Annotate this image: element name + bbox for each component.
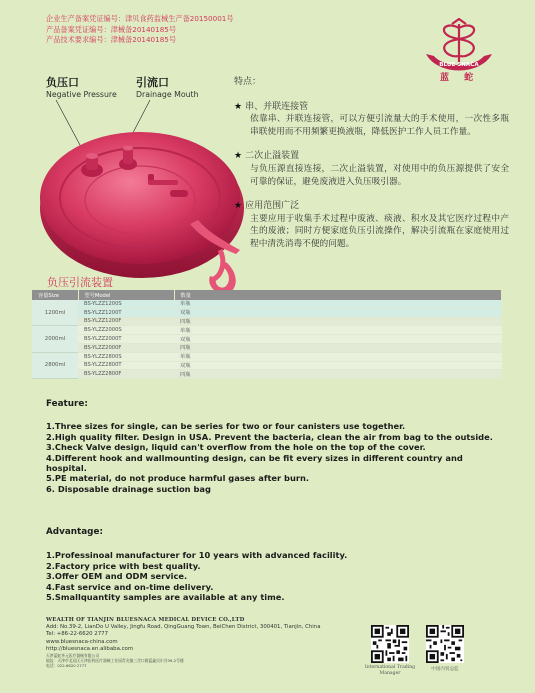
model-cell: BS-YLZZ2000T [78, 335, 174, 344]
feature-body: 依靠串、并联连接管，可以方便引流量大的手术使用，一次性多瓶串联使用而不用频繁更换液瓶，降低医护工作人员工作量。 [250, 114, 509, 137]
feature-en-item: 3.Check Valve design, liquid can't overflow from the hole on the top of the cover. [46, 442, 426, 453]
feature-en-item: 4.Different hook and wallmounting design, can be fit every sizes in different country and hospital. [46, 452, 463, 474]
registration-block [46, 14, 234, 46]
company-footer [46, 617, 366, 669]
qty-cell: 单瓶 [174, 300, 502, 308]
table-row [32, 361, 502, 370]
company-name: WEALTH OF TIANJIN BLUESNACA MEDICAL DEVICE CO.,LTD [46, 617, 245, 623]
qr-code-international [371, 625, 409, 663]
advantage-item: 4.Fast service and on-time delivery. [46, 581, 214, 592]
star-icon: ★ [234, 151, 243, 162]
features-cn [234, 76, 509, 251]
features-heading: 特点： [234, 77, 262, 87]
column-header: 容量Size [32, 290, 78, 300]
model-cell: BS-YLZZ2800T [78, 361, 174, 370]
qty-cell: 单瓶 [174, 326, 502, 335]
company-cn-address: 地址：天津市北辰区天津医药医疗器械工业园青光镇三岔口路蓝鑫贝尔谷39-2号楼 [46, 658, 184, 664]
star-icon: ★ [234, 101, 243, 112]
advantage-heading: Advantage: [46, 527, 103, 537]
size-cell: 1200ml [32, 300, 78, 326]
model-cell: BS-YLZZ1200F [78, 317, 174, 326]
qr-caption-international: International Trading Manager [364, 665, 416, 676]
model-cell: BS-YLZZ1200S [78, 300, 174, 308]
table-row [32, 352, 502, 361]
feature-body: 与负压源直接连接，二次止溢装置，对使用中的负压源提供了安全可靠的保证，避免废液进入负压吸引器。 [250, 163, 509, 187]
feature-title: 二次止溢装置 [245, 151, 300, 162]
feature-item [234, 200, 509, 250]
feature-title: 应用范围广泛 [245, 201, 300, 212]
qty-cell: 单瓶 [174, 352, 502, 361]
company-cn-tel: 电话：022-6620 2777 [46, 663, 87, 669]
qr-code-domestic [426, 625, 464, 663]
qty-cell: 双瓶 [174, 361, 502, 370]
column-header: 数量 [174, 290, 502, 300]
table-row [32, 326, 502, 335]
company-alibaba[interactable]: http://bluesnaca.en.alibaba.com [46, 645, 134, 652]
model-cell: BS-YLZZ2800S [78, 352, 174, 361]
feature-en-item: 2.High quality filter. Design in USA. Prevent the bacteria, clean the air from bag to the outside. [46, 431, 493, 442]
qty-cell: 双瓶 [174, 308, 502, 317]
table-title: 负压引流装置 [47, 276, 113, 289]
table-row [32, 317, 502, 326]
model-cell: BS-YLZZ2000S [78, 326, 174, 335]
registration-line: 产品技术要求编号：津械备20140185号 [46, 35, 177, 44]
spec-table [32, 290, 502, 379]
feature-en-heading: Feature: [46, 399, 88, 409]
feature-item [234, 101, 509, 139]
feature-en-item: 5.PE material, do not produce harmful gases after burn. [46, 473, 310, 484]
advantage-item: 2.Factory price with best quality. [46, 560, 201, 571]
feature-title: 串、并联连接管 [245, 101, 309, 112]
advantage-item: 1.Professinoal manufacturer for 10 years with advanced facility. [46, 550, 348, 561]
negative-pressure-en: Negative Pressure [46, 90, 117, 99]
model-cell: BS-YLZZ2000F [78, 343, 174, 352]
registration-line: 企业生产备案凭证编号：津贝食药监械生产备20150001号 [46, 14, 234, 23]
company-cn-name: 天津蓝蛇华元医疗器械有限公司 [46, 653, 100, 659]
company-address: Add: No.39-2, LianDo U Valley, Jingfu Road, QingGuang Town, BeiChen District, 300401, Tianjin, China [46, 624, 321, 631]
feature-body: 主要应用于收集手术过程中废液、痰液、积水及其它医疗过程中产生的废液；同时方便家庭负压引流操作，解决引流瓶在家庭使用过程中清洗消毒不便的问题。 [250, 213, 509, 249]
table-row [32, 343, 502, 352]
table-row [32, 370, 502, 379]
drainage-mouth-cn: 引流口 [136, 76, 169, 89]
size-cell: 2000ml [32, 326, 78, 352]
table-row [32, 308, 502, 317]
qr-caption-domestic: 中国内贸总监 [431, 667, 459, 672]
qty-cell: 四瓶 [174, 317, 502, 326]
size-cell: 2800ml [32, 352, 78, 378]
advantage-section [46, 527, 506, 602]
model-cell: BS-YLZZ2800F [78, 370, 174, 379]
qty-cell: 四瓶 [174, 343, 502, 352]
advantage-item: 5.Smallquantity samples are available at any time. [46, 592, 285, 603]
table-row [32, 335, 502, 344]
company-tel: Tel: +86-22-6620 2777 [46, 631, 108, 638]
qty-cell: 双瓶 [174, 335, 502, 344]
company-website[interactable]: www.bluesnaca-china.com [46, 638, 118, 645]
drainage-mouth-en: Drainage Mouth [136, 90, 199, 99]
feature-en-item: 1.Three sizes for single, can be series for two or four canisters use together. [46, 421, 406, 432]
feature-item [234, 150, 509, 188]
advantage-item: 3.Offer OEM and ODM service. [46, 571, 188, 582]
model-cell: BS-YLZZ1200T [78, 308, 174, 317]
negative-pressure-cn: 负压口 [46, 76, 79, 89]
feature-en-section [46, 399, 506, 494]
qty-cell: 四瓶 [174, 370, 502, 379]
table-row [32, 300, 502, 308]
column-header: 型号Model [78, 290, 174, 300]
feature-en-item: 6. Disposable drainage suction bag [46, 483, 211, 494]
canister-lid-image [30, 90, 255, 305]
registration-line: 产品备案凭证编号：津械备20140185号 [46, 24, 177, 34]
star-icon: ★ [234, 201, 243, 212]
logo-wordmark: BLUE SNACA [439, 62, 479, 68]
brand-cn-name: 蓝 蛇 [440, 73, 480, 83]
